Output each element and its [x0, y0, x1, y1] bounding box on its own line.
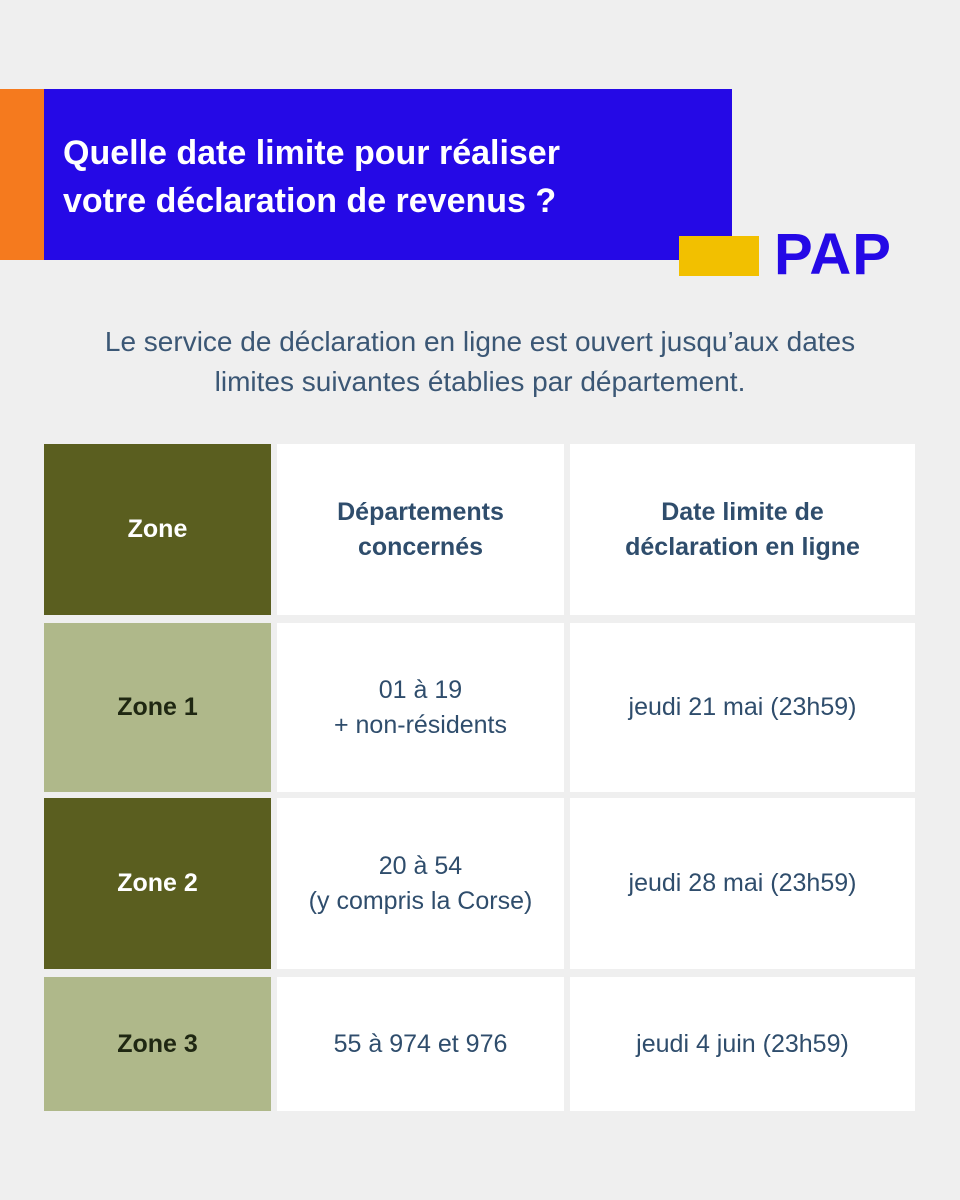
zone-1-departements — [277, 623, 564, 792]
zone-2-date: jeudi 28 mai (23h59) — [570, 798, 915, 969]
zone-3-cell: Zone 3 — [44, 977, 271, 1111]
header-date-line-2: déclaration en ligne — [625, 532, 860, 561]
zone-3-date: jeudi 4 juin (23h59) — [570, 977, 915, 1111]
orange-accent-bar — [0, 89, 44, 260]
zone-2-departements-line-1: 20 à 54 — [378, 851, 463, 880]
title-line-1: Quelle date limite pour réaliser — [63, 134, 560, 172]
zone-1-departements-line-1: 01 à 19 — [378, 675, 463, 704]
header-departements-line-2: concernés — [357, 532, 484, 561]
header-date — [570, 444, 915, 615]
header-zone: Zone — [44, 444, 271, 615]
zone-1-departements-line-2: + non-résidents — [333, 710, 508, 739]
pap-logo: PAP — [774, 222, 892, 287]
intro-line-2: limites suivantes établies par département. — [214, 366, 746, 397]
yellow-accent-block — [679, 236, 759, 276]
zone-3-departements: 55 à 974 et 976 — [277, 977, 564, 1111]
title-line-2: votre déclaration de revenus ? — [63, 182, 557, 220]
zone-2-departements — [277, 798, 564, 969]
title-banner — [44, 89, 732, 260]
intro-line-1: Le service de déclaration en ligne est ouvert jusqu’aux dates — [104, 326, 856, 357]
zone-1-cell: Zone 1 — [44, 623, 271, 792]
header-departements — [277, 444, 564, 615]
header-departements-line-1: Départements — [337, 497, 504, 526]
zone-2-cell: Zone 2 — [44, 798, 271, 969]
intro-text — [20, 322, 940, 402]
zone-1-date: jeudi 21 mai (23h59) — [570, 623, 915, 792]
header-date-line-1: Date limite de — [661, 497, 824, 526]
zone-2-departements-line-2: (y compris la Corse) — [308, 886, 533, 915]
